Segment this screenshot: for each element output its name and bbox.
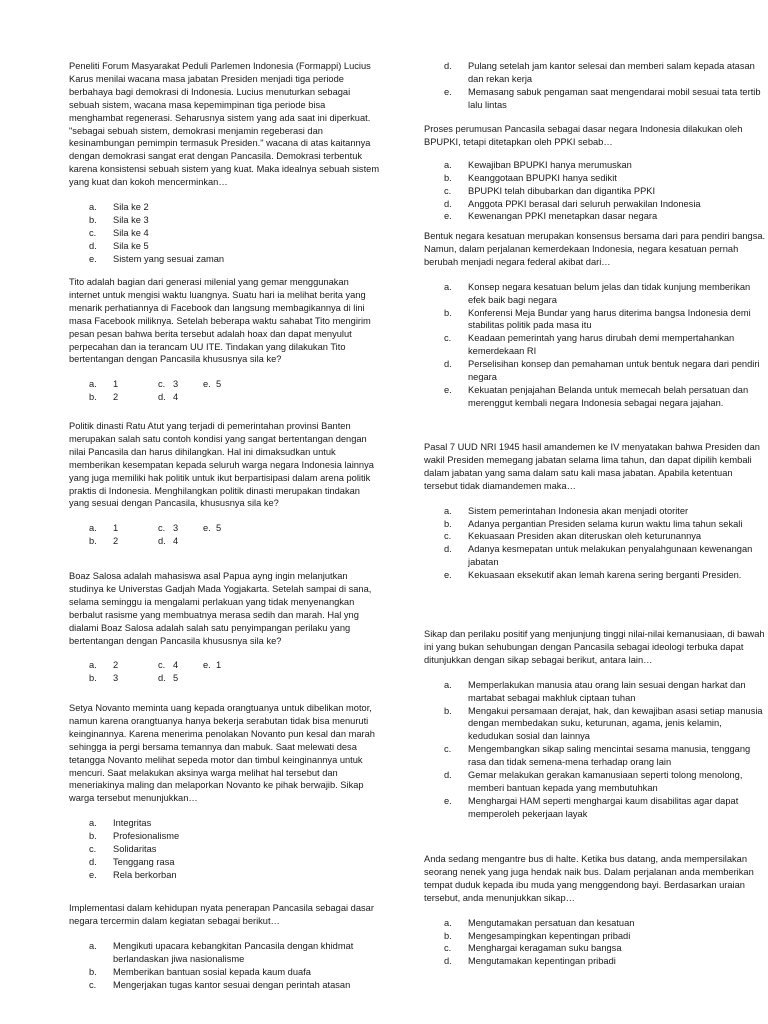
- answer-option: b. Memberikan bantuan sosial kepada kaum duafa: [89, 966, 311, 977]
- answer-option: e. Kekuasaan eksekutif akan lemah karena sering berganti Presiden.: [444, 570, 742, 581]
- question-block: [424, 60, 766, 112]
- answer-option: b. Keanggotaan BPUPKI hanya sedikit: [444, 172, 617, 183]
- question-stem: Politik dinasti Ratu Atut yang terjadi di pemerintahan provinsi Banten merupakan salah satu contoh kondisi yang sangat bertentangan dengan nilai Pancasila dan harus dihilangkan. Hal ini dimaksudkan untuk memberikan kesempatan kepada seluruh warga negara Indonesia lainnya yang juga memiliki hak politik untuk ikut berpartisipasi dalam arena politik praktis di Indonesia. Menghilangkan politik dinasti merupakan tindakan yang sesuai dengan Pancasila, khususnya sila ke?: [69, 421, 374, 509]
- answer-option: a. Memperlakukan manusia atau orang lain sesuai dengan harkat dan martabat sebagai makhluk ciptaan tuhan: [444, 679, 746, 703]
- answer-options: [424, 60, 766, 112]
- answer-option: d. Tenggang rasa: [89, 856, 175, 867]
- answer-options: a. 1 c. 3 e. 5 b. 2 d. 4: [89, 379, 222, 403]
- answer-option: a. Konsep negara kesatuan belum jelas dan tidak kunjung memberikan efek baik bagi negara: [444, 281, 751, 305]
- question-stem: Tito adalah bagian dari generasi milenial yang gemar menggunakan internet untuk mengisi waktu luangnya. Suatu hari ia melihat berita yang menarik perhatiannya di Facebook dan langsung membagikannya di lini masa Facebook miliknya. Setelah beberapa waktu sahabat Tito mengirim pesan pesan bahwa berita tersebut adalah hoax dan dapat menyulut perpecahan dan ia terancam UU ITE. Tindakan yang dilakukan Tito bertentangan dengan Pancasila khususnya sila ke?: [69, 277, 371, 365]
- question-block: [424, 628, 766, 821]
- answer-option: e. Kekuatan penjajahan Belanda untuk memecah belah persatuan dan merenggut kembali negara Indonesia sebagai negara jajahan.: [444, 384, 749, 408]
- answer-options: [424, 917, 766, 969]
- question-block: [69, 570, 381, 685]
- answer-options: [424, 505, 766, 582]
- answer-option: d. Pulang setelah jam kantor selesai dan memberi salam kepada atasan dan rekan kerja: [444, 61, 755, 84]
- answer-options: a. 1 c. 3 e. 5 b. 2 d. 4: [89, 523, 222, 547]
- question-block: [69, 902, 381, 991]
- answer-option: c. Solidaritas: [89, 844, 157, 855]
- answer-options: [424, 159, 766, 224]
- question-stem: Anda sedang mengantre bus di halte. Ketika bus datang, anda mempersilakan seorang nenek yang juga hendak naik bus. Dalam perjalanan anda memberikan tempat duduk kepada ibu muda yang menggendong bayi. Berdasarkan uraian tersebut, anda menunjukkan sikap…: [424, 854, 754, 903]
- answer-option: a. Kewajiban BPUPKI hanya merumuskan: [444, 159, 632, 170]
- answer-options: [69, 817, 381, 882]
- question-stem: Boaz Salosa adalah mahasiswa asal Papua ayng ingin melanjutkan studinya ke Universtas Gadjah Mada Yogjakarta. Setelah sampai di sana, selama seminggu ia mengalami perlakuan yang tidak menyenangkan berbalut rasisme yang membuatnya merasa sedih dan marah. Hal yng dialami Boaz Salosa adalah salah satu penyimpangan perilaku yang bertentangan dengan Pancasila khususnya sila ke?: [69, 571, 372, 646]
- question-block: [69, 420, 381, 548]
- answer-option: d. Anggota PPKI berasal dari seluruh perwakilan Indonesia: [444, 198, 701, 209]
- answer-option: d. Gemar melakukan gerakan kamanusiaan seperti tolong menolong, memberi bantuan kepada yang membutuhkan: [444, 770, 743, 793]
- answer-option: a. Sila ke 2: [89, 202, 149, 213]
- answer-option: a. Mengutamakan persatuan dan kesatuan: [444, 917, 635, 928]
- question-block: [424, 123, 766, 223]
- question-block: [69, 60, 381, 266]
- question-block: [424, 853, 766, 968]
- answer-option: d. Adanya kesmepatan untuk melakukan penyalahgunaan kewenangan jabatan: [444, 544, 753, 568]
- answer-option: e. Sistem yang sesuai zaman: [89, 253, 225, 264]
- question-stem: Sikap dan perilaku positif yang menjunjung tinggi nilai-nilai kemanusiaan, di bawah ini yang bukan sehubungan dengan Pancasila sebagai ideologi terbuka dapat ditunjukkan dengan sikap sebagai berikut, antara lain…: [424, 629, 765, 665]
- answer-option: c. Mengembangkan sikap saling mencintai sesama manusia, tenggang rasa dan tidak semena-mena terhadap orang lain: [444, 744, 751, 768]
- answer-options: [424, 679, 766, 821]
- answer-option: a. Integritas: [89, 818, 152, 829]
- answer-options: a. 2 c. 4 e. 1 b. 3 d. 5: [89, 660, 222, 684]
- question-stem: Implementasi dalam kehidupan nyata penerapan Pancasila sebagai dasar negara tercermin dalam kegiatan sebagai berikut…: [69, 903, 374, 926]
- answer-option: b. Mengesampingkan kepentingan pribadi: [444, 930, 631, 941]
- answer-option: b. Profesionalisme: [89, 831, 180, 842]
- answer-option: a. Sistem pemerintahan Indonesia akan menjadi otoriter: [444, 505, 689, 516]
- question-block: [424, 441, 766, 582]
- answer-option: c. Keadaan pemerintah yang harus dirubah demi mempertahankan kemerdekaan RI: [444, 333, 735, 357]
- answer-option: e. Kewenangan PPKI menetapkan dasar negara: [444, 211, 658, 222]
- answer-option: b. Sila ke 3: [89, 214, 149, 225]
- question-stem: Setya Novanto meminta uang kepada orangtuanya untuk dibelikan motor, namun karena orangtuanya hanya bekerja serabutan tidak bisa menuruti keinginannya. Karena menerima penolakan Novanto pun kesal dan marah sehingga ia pergi bersama temannya dan mabuk. Saat melewati desa tetangga Novanto melihat sepeda motor dan timbul keinginannya untuk mencuri. Saat melakukan aksinya warga melihat hal tersebut dan meneriakinya maling dan melaporkan Novanto ke pihak berwajib. Sikap warga tersebut menunjukkan…: [69, 703, 375, 804]
- answer-options: [69, 940, 381, 992]
- answer-option: c. Sila ke 4: [89, 227, 149, 238]
- answer-option: b. Mengakui persamaan derajat, hak, dan kewajiban asasi setiap manusia dengan membedakan suku, keturunan, agama, jenis kelamin, kedudukan sosial dan lainnya: [444, 705, 763, 742]
- answer-option: a. Mengikuti upacara kebangkitan Pancasila dengan khidmat berlandaskan jiwa nasionalisme: [89, 940, 354, 964]
- answer-options: [69, 201, 381, 266]
- answer-option: c. Mengerjakan tugas kantor sesuai dengan perintah atasan: [89, 979, 351, 990]
- answer-option: e. Memasang sabuk pengaman saat mengendarai mobil sesuai tata tertib lalu lintas: [444, 86, 761, 110]
- question-block: [69, 276, 381, 404]
- question-block: [424, 230, 766, 410]
- answer-option: d. Perselisihan konsep dan pemahaman untuk bentuk negara dari pendiri negara: [444, 359, 760, 383]
- question-stem: Bentuk negara kesatuan merupakan konsensus bersama dari para pendiri bangsa. Namun, dalam perjalanan kemerdekaan Indonesia, negara kesatuan pernah berubah menjadi negara federal akibat dari…: [424, 231, 766, 267]
- question-block: [69, 702, 381, 882]
- answer-option: d. Mengutamakan kepentingan pribadi: [444, 956, 616, 967]
- answer-option: e. Menghargai HAM seperti menghargai kaum disabilitas agar dapat memperoleh pekerjaan layak: [444, 795, 739, 819]
- answer-option: e. Rela berkorban: [89, 869, 177, 880]
- answer-option: b. Konferensi Meja Bundar yang harus diterima bangsa Indonesia demi stabilitas politik pada masa itu: [444, 307, 751, 331]
- answer-option: d. Sila ke 5: [89, 240, 149, 251]
- answer-option: b. Adanya pergantian Presiden selama kurun waktu lima tahun sekali: [444, 518, 743, 529]
- question-stem: Pasal 7 UUD NRI 1945 hasil amandemen ke IV menyatakan bahwa Presiden dan wakil Presiden memegang jabatan selama lima tahun, dan dapat dipilih kembali dalam jabatan yang sama dalam satu kali masa jabatan. Apabila ketentuan tersebut tidak diamandemen maka…: [424, 442, 760, 491]
- question-stem: Proses perumusan Pancasila sebagai dasar negara Indonesia dilakukan oleh BPUPKI, tetapi ditetapkan oleh PPKI sebab…: [424, 124, 743, 147]
- answer-option: c. Kekuasaan Presiden akan diteruskan oleh keturunannya: [444, 531, 702, 542]
- answer-options: [424, 281, 766, 410]
- question-stem: Peneliti Forum Masyarakat Peduli Parlemen Indonesia (Formappi) Lucius Karus menilai wacana masa jabatan Presiden menjadi tiga periode berbahaya bagi demokrasi di Indonesia. Lucius menuturkan sebagai sebuah sistem, wacana masa kepemimpinan tiga periode bisa menghambat regenerasi. Seharusnya sistem yang ada saat ini diperkuat. "sebagai sebuah sistem, demokrasi menjamin regeberasi dan kesinambungan pemimpin termasuk Presiden." wacana di atas kaitannya dengan demokrasi sangat erat dengan Pancasila. Demokrasi terbentuk karena konsistensi sebuah sistem yang kuat. Maka idealnya sebuah sistem yang kuat dan kokoh mencerminkan…: [69, 61, 380, 188]
- answer-option: c. Menghargai keragaman suku bangsa: [444, 943, 622, 954]
- answer-option: c. BPUPKI telah dibubarkan dan digantika PPKI: [444, 185, 656, 196]
